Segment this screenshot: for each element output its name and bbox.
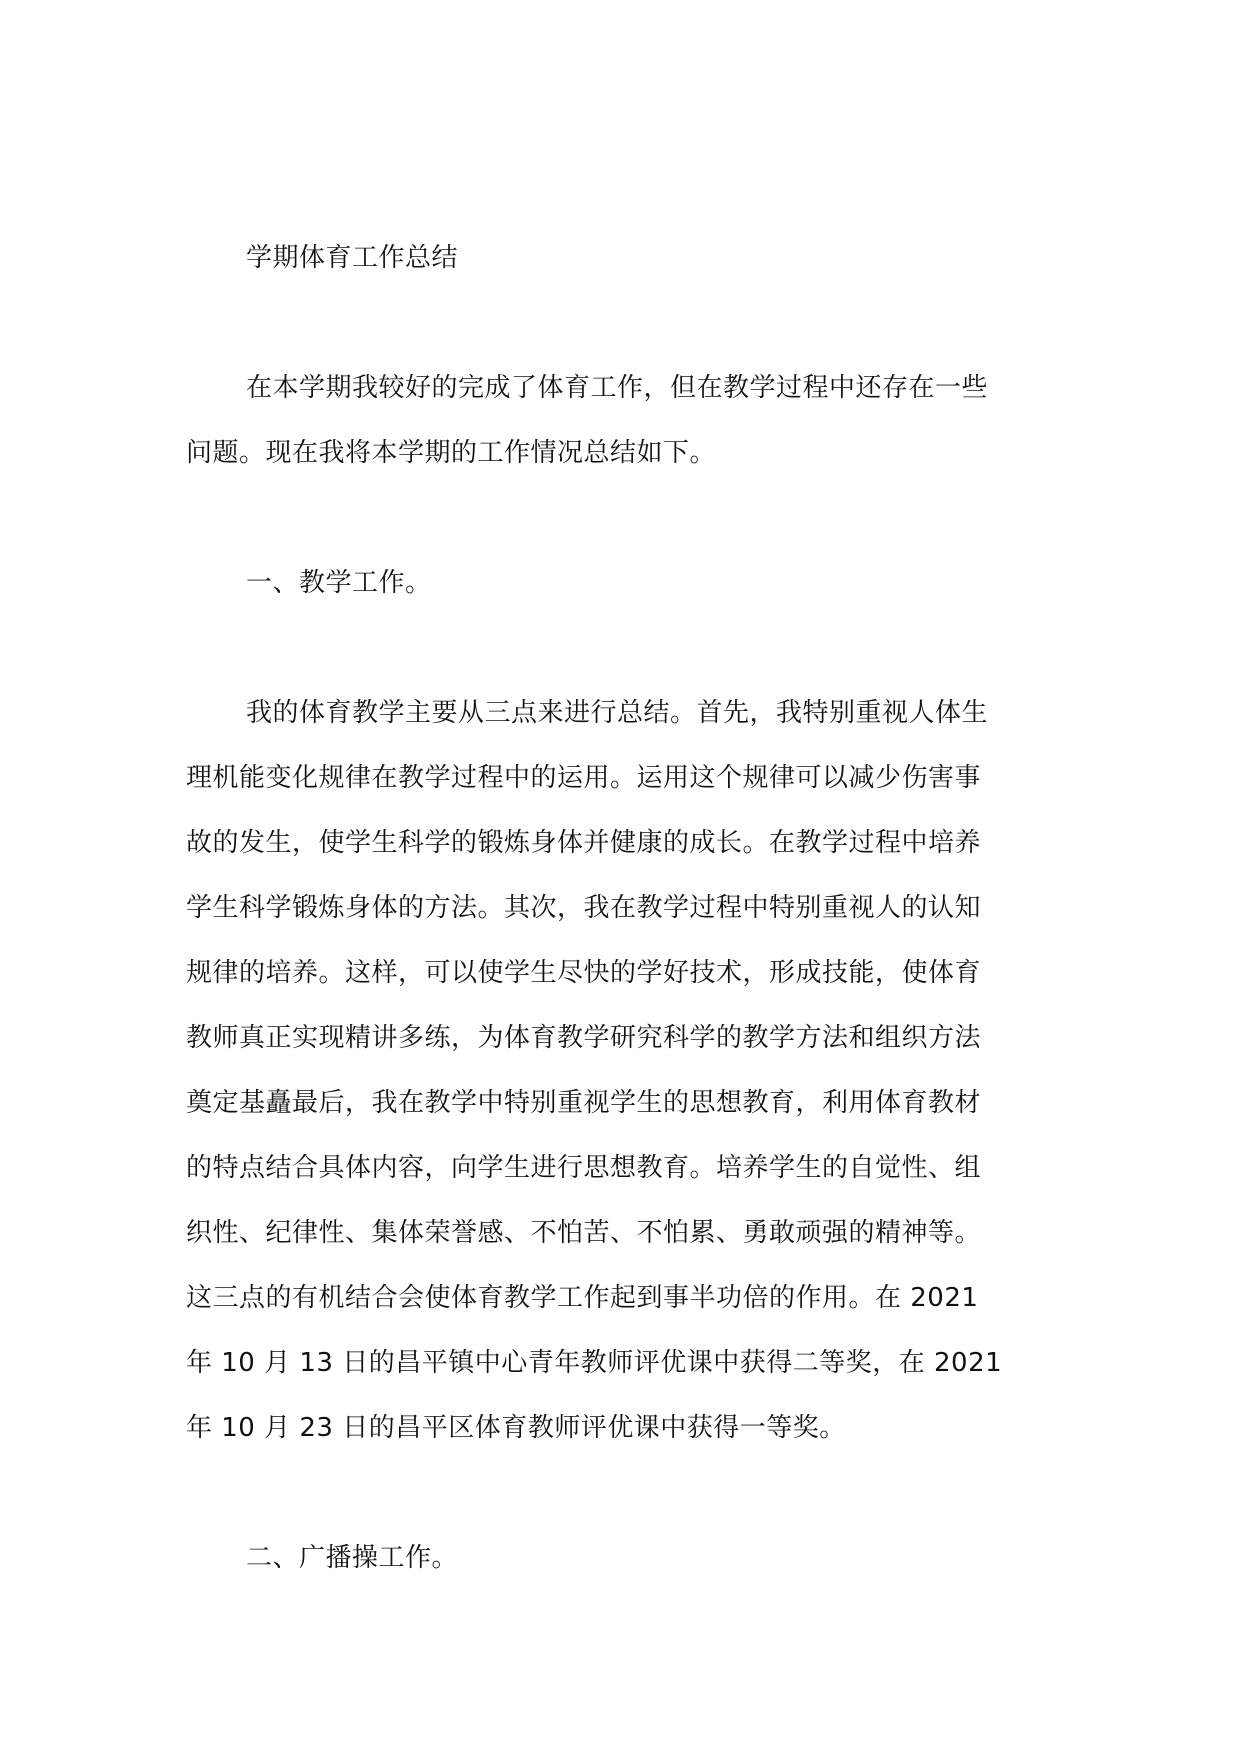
intro-line-1: 在本学期我较好的完成了体育工作，但在教学过程中还存在一些 <box>246 373 989 403</box>
section-1-line-5: 规律的培养。这样，可以使学生尽快的学好技术，形成技能，使体育 <box>186 958 982 988</box>
section-1-line-10: 这三点的有机结合会使体育教学工作起到事半功倍的作用。在 2021 <box>186 1283 979 1313</box>
section-2-heading: 二、广播操工作。 <box>246 1543 459 1573</box>
spacer <box>186 1461 1056 1526</box>
intro-line-2: 问题。现在我将本学期的工作情况总结如下。 <box>186 438 717 468</box>
spacer <box>186 291 1056 356</box>
section-1-line-2: 理机能变化规律在教学过程中的运用。运用这个规律可以减少伤害事 <box>186 763 982 793</box>
spacer <box>186 486 1056 551</box>
spacer <box>186 616 1056 681</box>
section-1-line-4: 学生科学锻炼身体的方法。其次，我在教学过程中特别重视人的认知 <box>186 893 982 923</box>
section-1-line-1: 我的体育教学主要从三点来进行总结。首先，我特别重视人体生 <box>246 698 989 728</box>
section-1-line-3: 故的发生，使学生科学的锻炼身体并健康的成长。在教学过程中培养 <box>186 828 982 858</box>
section-1-line-8: 的特点结合具体内容，向学生进行思想教育。培养学生的自觉性、组 <box>186 1153 982 1183</box>
section-1-line-12: 年 10 月 23 日的昌平区体育教师评优课中获得一等奖。 <box>186 1413 846 1443</box>
section-1-line-9: 织性、纪律性、集体荣誉感、不怕苦、不怕累、勇敢顽强的精神等。 <box>186 1218 982 1248</box>
document-title: 学期体育工作总结 <box>246 243 459 273</box>
section-1-line-11: 年 10 月 13 日的昌平镇中心青年教师评优课中获得二等奖，在 2021 <box>186 1348 1003 1378</box>
section-1-line-7: 奠定基矗最后，我在教学中特别重视学生的思想教育，利用体育教材 <box>186 1088 982 1118</box>
section-1-heading: 一、教学工作。 <box>246 568 432 598</box>
section-1-line-6: 教师真正实现精讲多练，为体育教学研究科学的教学方法和组织方法 <box>186 1023 982 1053</box>
document-body <box>186 226 1056 1591</box>
